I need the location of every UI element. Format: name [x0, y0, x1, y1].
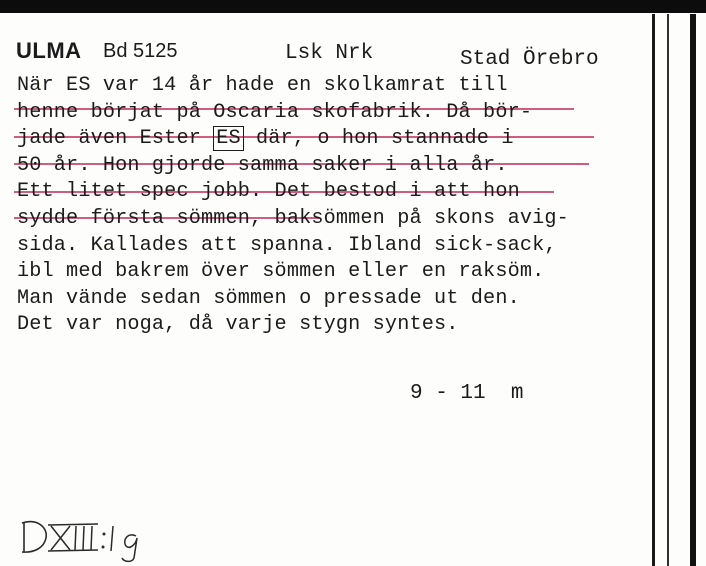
- handwritten-signature: [18, 514, 153, 564]
- text-line: henne börjat på Oscaria skofabrik. Då bör-: [17, 100, 533, 124]
- text-line: sida. Kallades att spanna. Ibland sick-sack,: [17, 233, 557, 257]
- card-edge-line: [652, 14, 655, 566]
- text-line: 50 år. Hon gjorde samma saker i alla år.: [17, 153, 508, 177]
- card-body-text: [17, 73, 647, 339]
- text-line-start: jade även Ester: [17, 127, 214, 151]
- scan-top-edge: [0, 0, 706, 13]
- text-line: Ett litet spec jobb. Det bestod i att hon: [17, 180, 520, 204]
- text-line: Man vände sedan sömmen o pressade ut den.: [17, 286, 520, 310]
- text-line-end: där, o hon stannade i: [243, 127, 514, 151]
- length-label: 9 - 11 m: [410, 382, 524, 405]
- record-number: Bd 5125: [103, 40, 178, 62]
- location-label: Stad Örebro: [460, 48, 599, 71]
- parish-label: Lsk Nrk: [285, 42, 374, 65]
- text-line: När ES var 14 år hade en skolkamrat till: [17, 74, 508, 97]
- text-line: Det var noga, då varje stygn syntes.: [17, 313, 459, 337]
- text-line: ibl med bakrem över sömmen eller en raksöm.: [17, 260, 545, 284]
- text-line: [17, 126, 647, 153]
- card-edge-line: [667, 14, 669, 566]
- text-line: sydde första sömmen, baksömmen på skons avig-: [17, 206, 569, 230]
- bracketed-initials: ES: [213, 126, 244, 151]
- card-edge-line: [690, 14, 696, 566]
- archive-code: ULMA: [16, 38, 82, 63]
